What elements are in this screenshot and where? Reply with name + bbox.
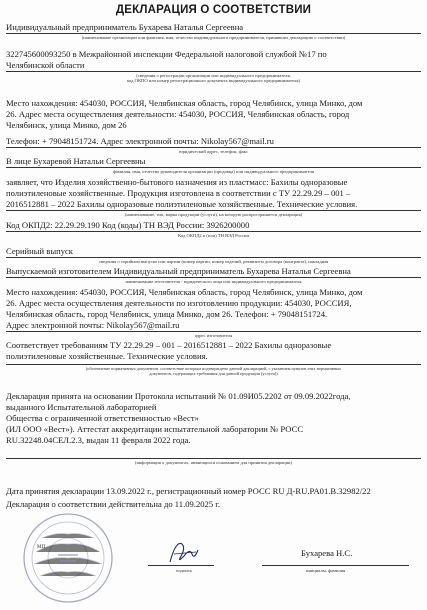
registration-caption: код ОКПО или номер регистрационного документа индивидуального предпринимателя) <box>126 78 300 83</box>
compliance-line: полиэтиленовые хозяйственные. Технические условия. <box>6 351 208 361</box>
divider <box>6 33 421 34</box>
basis-line: (ИЛ ООО «Вест»). Аттестат аккредитации испытательной лаборатории № РОСС <box>6 424 304 434</box>
divider <box>6 331 421 332</box>
seal-stamp <box>22 512 114 604</box>
divider <box>6 167 421 168</box>
divider <box>6 364 421 365</box>
divider <box>6 277 421 278</box>
divider <box>6 257 421 258</box>
document-title: ДЕКЛАРАЦИЯ О СООТВЕТСТВИИ <box>115 4 312 16</box>
signer-rule <box>262 565 409 566</box>
address-line: Место нахождения: 454030, РОССИЯ, Челябинская область, город Челябинск, улица Минко, дом <box>6 98 363 108</box>
mf-address-line: 26. Адрес места осуществления деятельности по изготовлению продукции: 454030, РОССИЯ, <box>6 298 352 308</box>
signer-name: Бухарева Н.С. <box>301 548 353 558</box>
manufacturer-caption: наименование изготовителя - юридического лица или индивидуального предпринимателя <box>125 279 302 284</box>
handwritten-signature <box>166 536 202 566</box>
basis-line: RU.32248.04СЕЛ.2.3, выдан 11 февраля 2022 года. <box>6 435 191 445</box>
codes-line: Код ОКПД2: 22.29.29.190 Код (коды) ТН ВЭД России: 3926200000 <box>6 220 250 230</box>
signature-label: подпись <box>176 568 193 573</box>
registration-line: Челябинской области <box>6 60 85 70</box>
represented-by: В лице Бухаревой Натальи Сергеевны <box>6 156 146 166</box>
divider <box>6 458 421 459</box>
basis-line: Общества с ограниченной ответственностью «Вест» <box>6 413 199 423</box>
mf-address-line: Место нахождения: 454030, РОССИЯ, Челябинская область, город Челябинск, улица Минко, дом <box>6 287 363 297</box>
basis-line: Декларация принята на основании Протокола испытаний № 01.09И05.2202 от 09.09.2022года, <box>6 391 351 401</box>
registration-line: 322745600093250 в Межрайонной инспекции Федеральной налоговой службой №17 по <box>6 49 327 59</box>
registration-caption: (сведения о регистрации организации или индивидуального предпринимателя, <box>136 73 291 78</box>
divider <box>6 71 421 72</box>
serial-line: Серийный выпуск <box>6 246 73 256</box>
manufacturer-line: Выпускаемой изготовителем Индивидуальный предприниматель Бухарева Наталья Сергеевна <box>6 266 351 276</box>
mf-address-caption: адрес изготовителя <box>194 333 233 338</box>
basis-caption: (информация о документах, являющихся основанием для принятия декларации) <box>134 460 293 465</box>
declares-line: 2016512881 – 2022 Бахилы одноразовые полиэтиленовые хозяйственные. Технические условия. <box>6 199 358 209</box>
serial-caption: сведения о серийном выпуске или партии (номер партии, номер изделий, реквизиты договора (контракта), накладная <box>98 259 329 264</box>
declares-line: заявляет, что Изделия хозяйственно-бытового назначения из пластмасс: Бахилы одноразовые <box>6 177 348 187</box>
mf-address-line: Челябинская область, город Челябинск, улица Минко, дом 26. Телефон: + 79048151724. <box>6 309 328 319</box>
product-caption: (наименование, тип, марка продукции (услуги), на которую распространяется декларация) <box>124 212 303 217</box>
contacts-line: Телефон: + 79048151724. Адрес электронной почты: Nikolay567@mail.ru <box>6 136 274 146</box>
divider <box>6 210 421 211</box>
applicant-name: Индивидуальный предприниматель Бухарева Наталья Сергеевна <box>6 22 244 32</box>
basis-line: выданного Испытательной лабораторией <box>6 402 157 412</box>
compliance-caption: (обозначение нормативных документов, соответствие которым подтверждено данной декларацией, с указанием пунктов этих нормативных <box>85 366 342 371</box>
address-line: Челябинск, улица Минко, дом 26 <box>6 120 127 130</box>
codes-caption: Код ОКПД2 и (или) ТН ВЭД России <box>178 233 249 238</box>
applicant-caption: (наименование организации или фамилия, имя, отчество индивидуального предпринимателя, принявших декларацию о соответствии) <box>81 35 346 40</box>
divider <box>6 147 421 148</box>
validity-line: Декларация о соответствии действительна до 11.09.2025 г. <box>6 499 220 509</box>
signer-caption: инициалы, фамилия <box>306 568 346 573</box>
represented-caption: фамилия, имя, отчество руководителя организации (продавца) или индивидуального предпринимателя <box>112 169 315 174</box>
address-caption: юридический адрес, телефон, факс <box>179 149 248 154</box>
mf-address-line: Адрес электронной почты: Nikolay567@mail.ru <box>6 320 180 330</box>
compliance-line: Соответствует требованиям ТУ 22.29.29 – 001 – 2016512881 – 2022 Бахилы одноразовые <box>6 340 332 350</box>
date-line: Дата принятия декларации 13.09.2022 г., регистрационный номер РОСС RU Д-RU.PA01.B.32982/22 <box>6 486 371 496</box>
divider <box>6 231 421 232</box>
signature-rule <box>148 565 214 566</box>
compliance-caption: документов, содержащих требования для данной продукции (услуги)) <box>149 371 278 376</box>
mp-label: МП <box>37 545 46 550</box>
declares-line: полиэтиленовые хозяйственные. Продукция изготовлена в соответствии с ТУ 22.29.29 – 001 – <box>6 188 351 198</box>
address-line: 26. Адрес места осуществления деятельности: 454030, РОССИЯ, Челябинская область, город <box>6 109 350 119</box>
